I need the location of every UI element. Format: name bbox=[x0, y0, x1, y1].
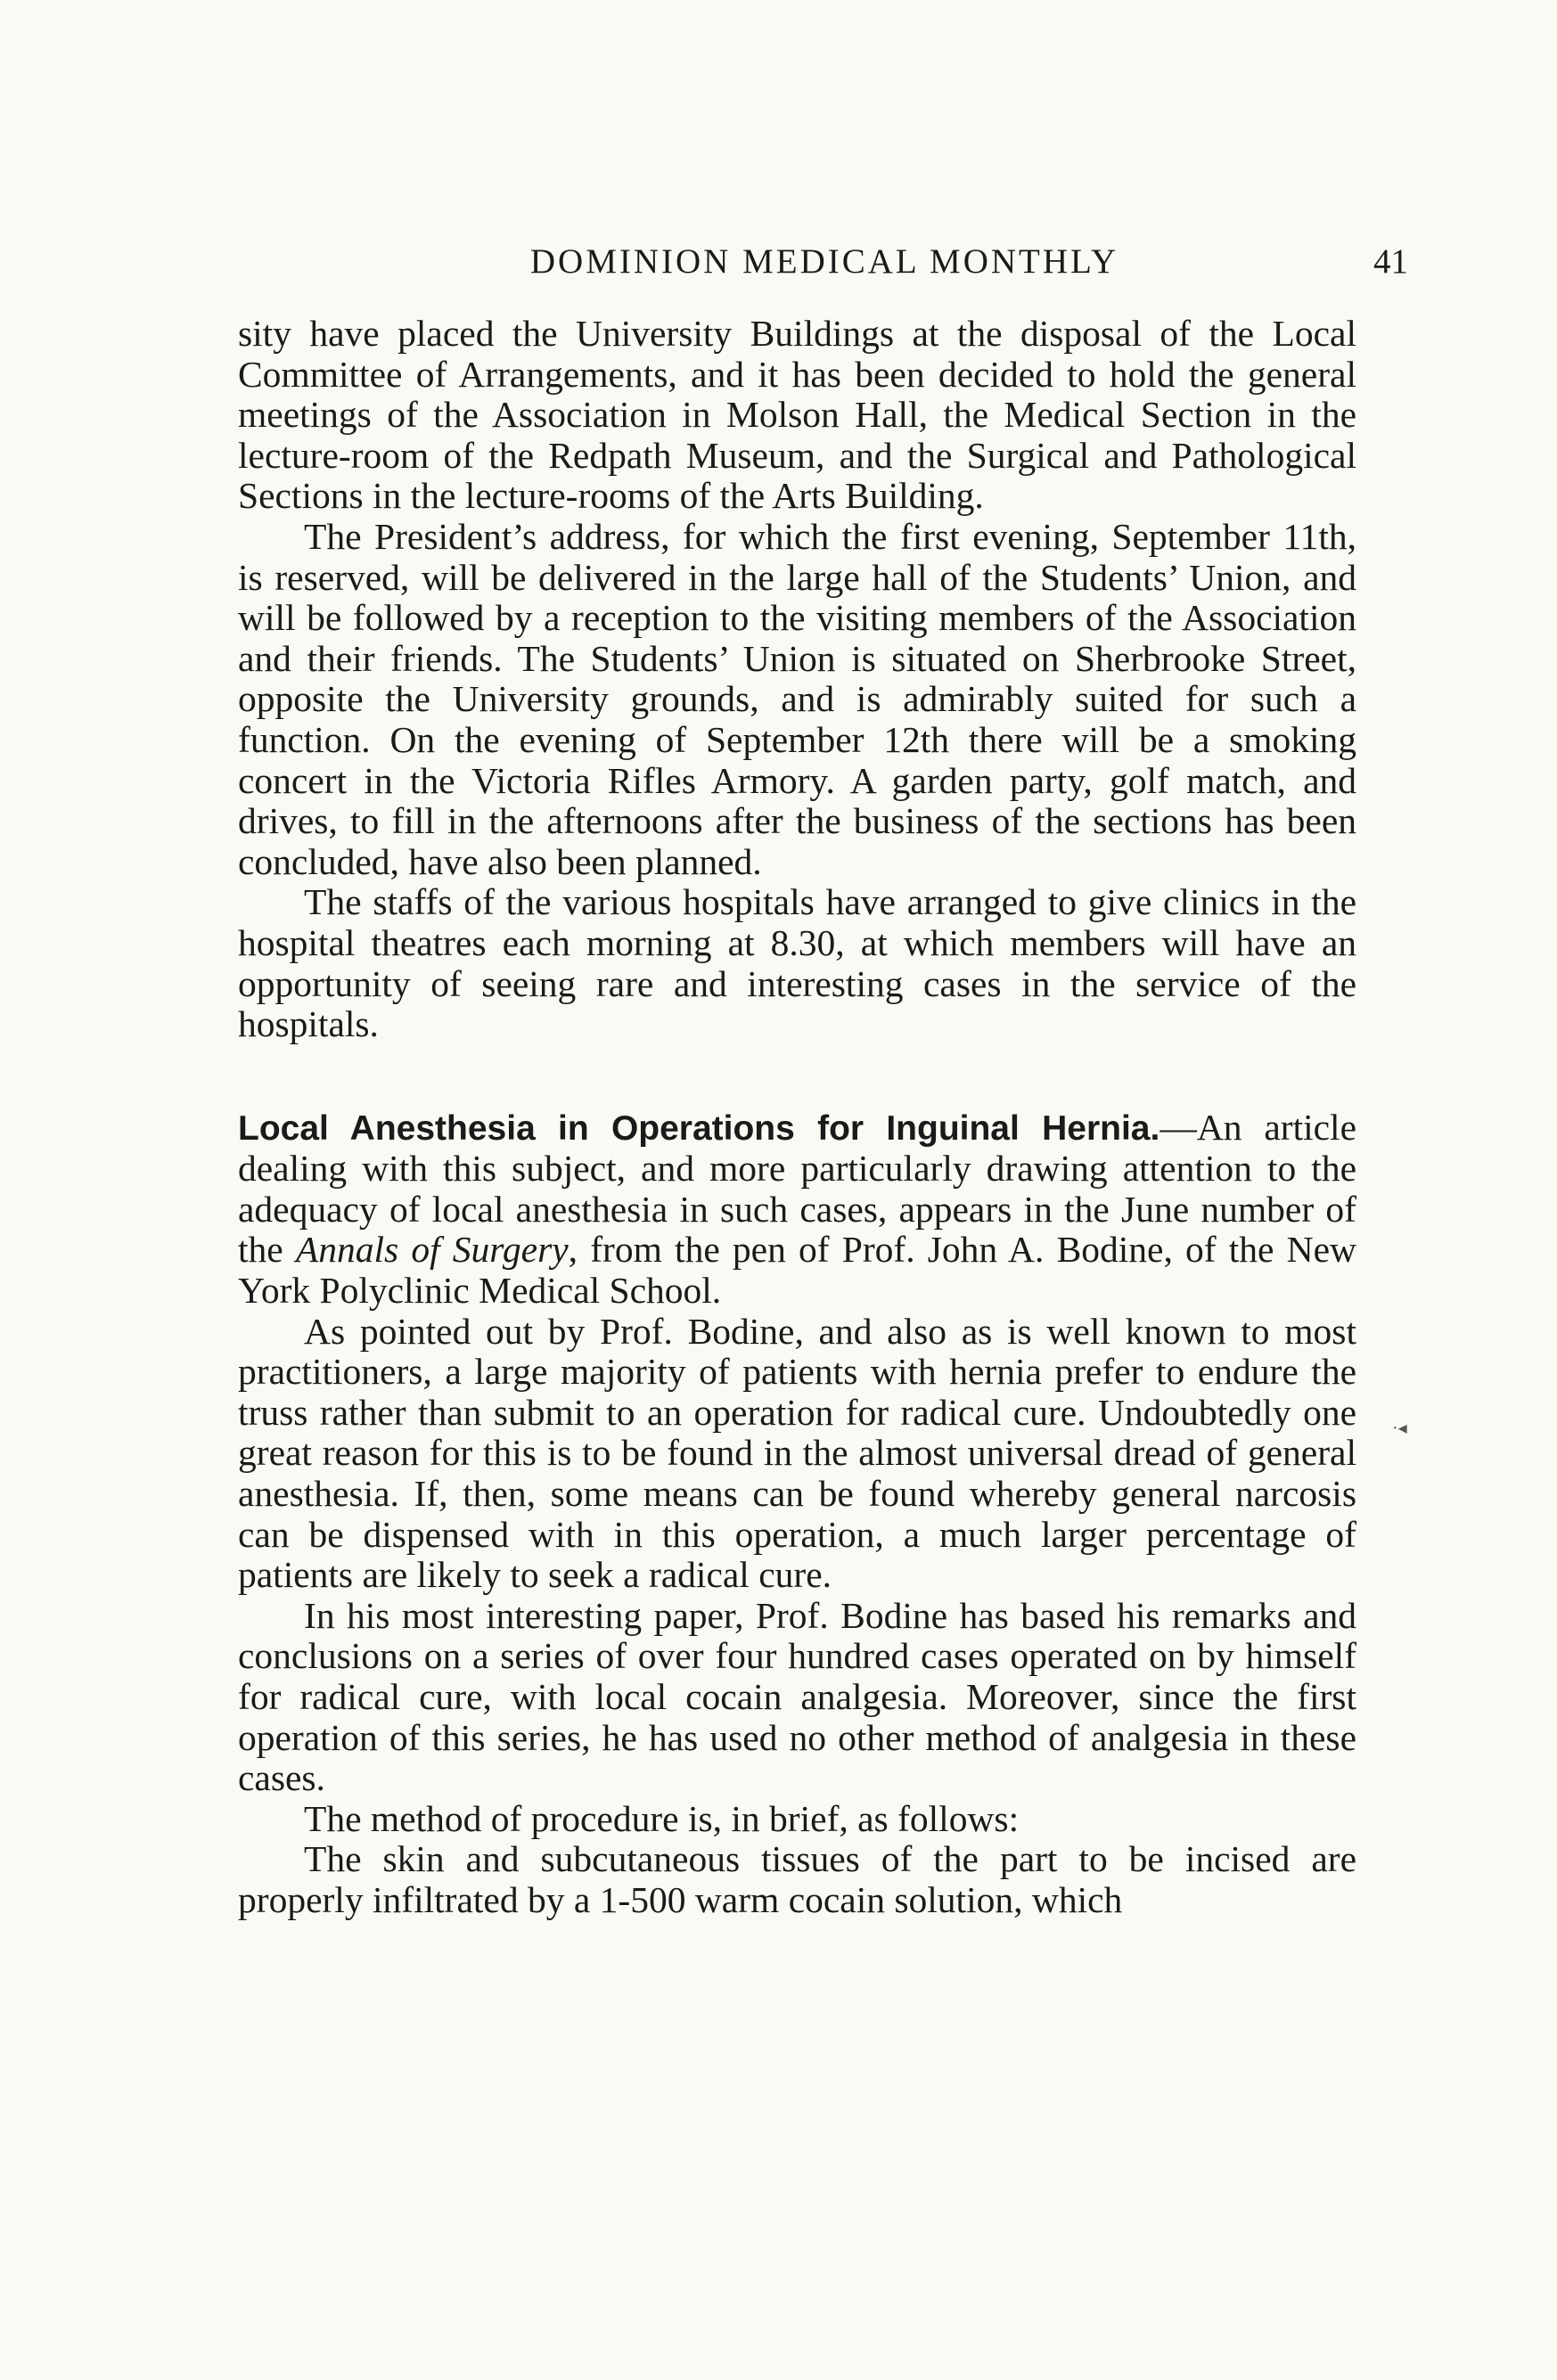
margin-mark: ·◂ bbox=[1392, 1419, 1407, 1438]
page-number: 41 bbox=[1373, 242, 1408, 281]
paragraph-president-address: The President’s address, for which the first evening, September 11th, is reserved, will be delivered in the large hall of the Students’ Union, and will be followed by a reception to the visiting members of the Association and their friends. The Students’ Union is situated on Sherbrooke Street, opposite the University grounds, and is admirably suited for such a function. On the evening of September 12th there will be a smoking concert in the Victoria Rifles Armory. A garden party, golf match, and drives, to fill in the afternoons after the business of the sections has been concluded, have also been planned. bbox=[238, 515, 1356, 882]
article-intro-before: —An article dealing with this subject, and more particularly drawing attention to the adequacy of local anesthesia in such cases, appears in the June number of the bbox=[238, 1106, 1357, 1271]
article-intro bbox=[238, 1108, 1356, 1312]
paragraph-bodine-series: In his most interesting paper, Prof. Bodine has based his remarks and conclusions on a series of over four hundred cases operated on by himself for radical cure, with local cocain analgesia. Moreover, since the first operation of this series, he has used no other method of analgesia in these cases. bbox=[238, 1594, 1356, 1799]
paragraph-procedure-step: The skin and subcutaneous tissues of the part to be incised are properly infiltrated by a 1-500 warm cocain solution, which bbox=[238, 1838, 1356, 1920]
running-head bbox=[241, 239, 1408, 285]
article-heading: Local Anesthesia in Operations for Inguinal Hernia. bbox=[238, 1108, 1160, 1148]
journal-title: Annals of Surgery bbox=[295, 1229, 569, 1271]
paragraph-continuation: sity have placed the University Buildings at the disposal of the Local Committee of Arrangements, and it has been decided to hold the general meetings of the Association in Molson Hall, the Medical Section in the lecture-room of the Redpath Museum, and the Surgical and Pathological Sections in the lecture-rooms of the Arts Building. bbox=[238, 313, 1356, 517]
running-title: DOMINION MEDICAL MONTHLY bbox=[529, 242, 1119, 281]
article-intro-after: , from the pen of Prof. John A. Bodine, of the New York Polyclinic Medical School. bbox=[238, 1229, 1356, 1312]
paragraph-patients-dread: As pointed out by Prof. Bodine, and also as is well known to most practitioners, a large majority of patients with hernia prefer to endure the truss rather than submit to an operation for radical cure. Undoubtedly one great reason for this is to be found in the almost universal dread of general anesthesia. If, then, some means can be found whereby general narcosis can be dispensed with in this operation, a much larger percentage of patients are likely to seek a radical cure. bbox=[238, 1310, 1356, 1596]
body-text bbox=[238, 314, 1356, 1921]
paragraph-procedure-intro: The method of procedure is, in brief, as follows: bbox=[304, 1797, 1020, 1839]
paragraph-hospital-clinics: The staffs of the various hospitals have arranged to give clinics in the hospital theatres each morning at 8.30, at which members will have an opportunity of seeing rare and interesting cases in the service of the hospitals. bbox=[238, 881, 1356, 1045]
